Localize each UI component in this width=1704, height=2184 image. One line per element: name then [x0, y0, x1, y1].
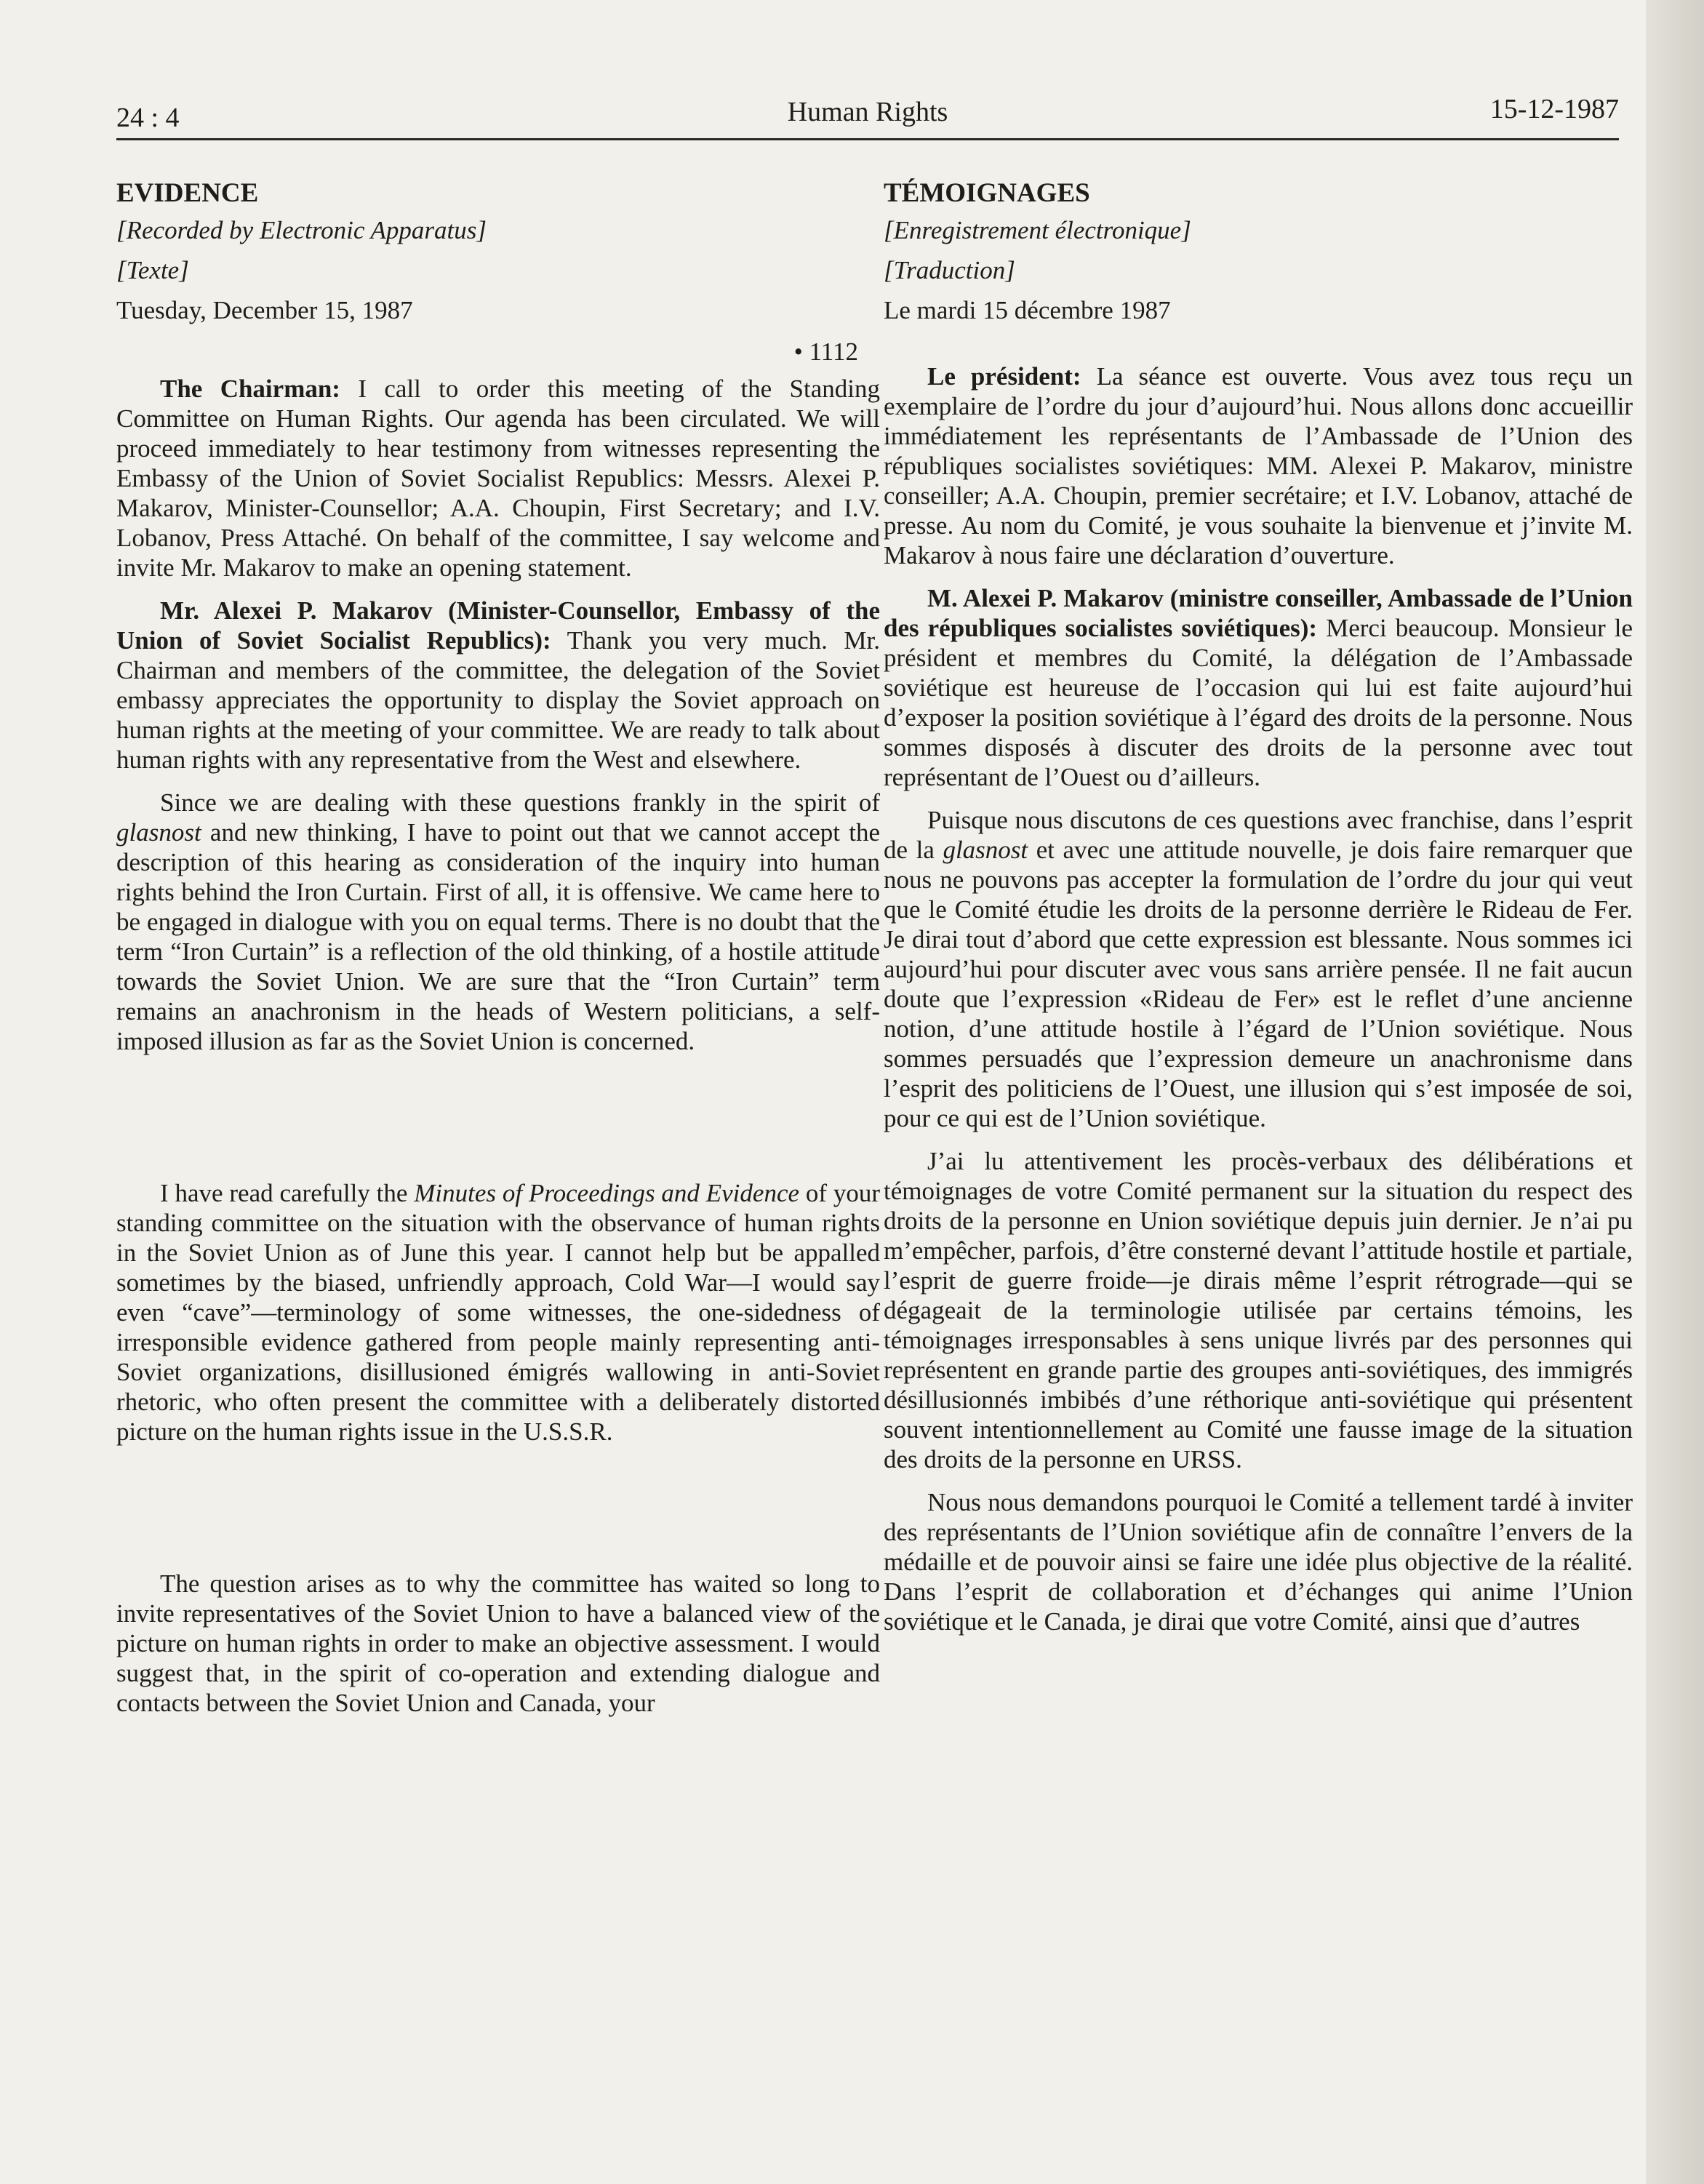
translation-note: [Traduction] — [884, 256, 1015, 284]
spacer — [116, 1460, 880, 1569]
speaker-name: Le président: — [927, 362, 1081, 391]
section-heading: TÉMOIGNAGES — [884, 178, 1090, 208]
president-paragraph — [884, 361, 1633, 570]
meeting-date: Le mardi 15 décembre 1987 — [884, 296, 1171, 324]
english-column — [116, 178, 880, 1731]
page-number: 24 : 4 — [116, 103, 180, 133]
recording-note: [Recorded by Electronic Apparatus] — [116, 216, 487, 244]
makarov-paragraph — [116, 596, 880, 775]
paragraph — [116, 788, 880, 1056]
text-run: et avec une attitude nouvelle, je dois faire remarquer que nous ne pouvons pas accepter la formulation de l’ordre du jour qui veut que le Comité étudie les droits de la personne derrière le Rideau de Fer. Je dirai tout d’abord que cette expression est blessante. Nous sommes ici aujourd’hui pour discuter avec vous sans arrière pensée. Il ne fait aucun doute que l’expression «Rideau de Fer» est le reflet d’une ancienne notion, d’une attitude hostile à l’égard de l’Union soviétique. Nous sommes persuadés que l’expression demeure un anachronisme dans l’esprit des politiciens de l’Ouest, une illusion qui s’est imposée de soi, pour ce qui est de l’Union soviétique. — [884, 836, 1633, 1132]
recording-note: [Enregistrement électronique] — [884, 216, 1191, 244]
text-run: Puisque nous discutons de ces questions avec franchise, dans l’esprit de la — [884, 806, 1633, 864]
text-note: [Texte] — [116, 256, 189, 284]
paragraph-text: Merci beaucoup. Monsieur le président et membres du Comité, la délégation de l’Ambassade soviétique est heureuse de l’occasion qui lui est faite aujourd’hui d’exposer la position soviétique à l’égard des droits de la personne. Nous sommes disposés à discuter des droits de la personne avec tout représentant de l’Ouest ou d’ailleurs. — [884, 614, 1633, 791]
speaker-name: M. Alexei P. Makarov (ministre conseiller, Ambassade de l’Union des républiques socialistes soviétiques): — [884, 584, 1633, 642]
publication-title: Human Rights — [787, 97, 948, 127]
issue-date: 15-12-1987 — [1489, 94, 1619, 124]
italic-term: glasnost — [116, 818, 201, 847]
running-head — [116, 80, 1619, 140]
paragraph-text: I call to order this meeting of the Standing Committee on Human Rights. Our agenda has been circulated. We will proceed immediately to hear testimony from witnesses representing the Embassy of the Union of Soviet Socialist Republics: Messrs. Alexei P. Makarov, Minister-Counsellor; A.A. Choupin, First Secretary; and I.V. Lobanov, Press Attaché. On behalf of the committee, I say welcome and invite Mr. Makarov to make an opening statement. — [116, 375, 880, 582]
text-run: Since we are dealing with these questions frankly in the spirit of — [160, 788, 880, 817]
section-heading: EVIDENCE — [116, 178, 259, 208]
meeting-date: Tuesday, December 15, 1987 — [116, 296, 413, 324]
paragraph: The question arises as to why the committee has waited so long to invite representatives of the Soviet Union to have a balanced view of the picture on human rights in order to make an objective assessment. I would suggest that, in the spirit of co-operation and extending dialogue and contacts between the Soviet Union and Canada, your — [116, 1569, 880, 1717]
text-run: I have read carefully the — [160, 1179, 415, 1207]
italic-term: glasnost — [943, 836, 1028, 864]
italic-title: Minutes of Proceedings and Evidence — [414, 1179, 800, 1207]
text-run: and new thinking, I have to point out that we cannot accept the description of this hearing as consideration of the inquiry into human rights behind the Iron Curtain. First of all, it is offensive. We came here to be engaged in dialogue with you on equal terms. There is no doubt that the term “Iron Curtain” is a reflection of the old thinking, of a hostile attitude towards the Soviet Union. We are sure that the “Iron Curtain” term remains an anachronism in the heads of Western politicians, a self-imposed illusion as far as the Soviet Union is concerned. — [116, 818, 880, 1055]
paragraph: Nous nous demandons pourquoi le Comité a tellement tardé à inviter des représentants de l’Union soviétique afin de connaître l’envers de la médaille et de pouvoir ainsi se faire une idée plus objective de la réalité. Dans l’esprit de collaboration et d’échanges qui anime l’Union soviétique et le Canada, je dirai que votre Comité, ainsi que d’autres — [884, 1488, 1633, 1636]
timestamp: • 1112 — [793, 337, 858, 366]
speaker-name: The Chairman: — [160, 375, 340, 403]
french-column — [884, 178, 1633, 1649]
paragraph: J’ai lu attentivement les procès-verbaux des délibérations et témoignages de votre Comité permanent sur la situation du respect des droits de la personne en Union soviétique depuis juin dernier. Je n’ai pu m’empêcher, parfois, d’être consterné devant l’attitude hostile et partiale, l’esprit de guerre froide—je dirais même l’esprit rétrograde—qui se dégageait de la terminologie utilisée par certains témoins, les témoignages irresponsables à sens unique livrés par des personnes qui représentent en grande partie des groupes anti-soviétiques, des immigrés désillusionnés imbibés d’une réthorique anti-soviétique qui présentent souvent intentionnellement au Comité une fausse image de la situation des droits de la personne en URSS. — [884, 1147, 1633, 1473]
speaker-name: Mr. Alexei P. Makarov (Minister-Counsellor, Embassy of the Union of Soviet Socialist Republics): — [116, 596, 880, 655]
paragraph — [884, 805, 1633, 1133]
text-run: of your standing committee on the situation with the observance of human rights in the Soviet Union as of June this year. I cannot help but be appalled sometimes by the biased, unfriendly approach, Cold War—I would say even “cave”—terminology of some witnesses, the one-sidedness of irresponsible evidence gathered from people mainly representing anti-Soviet organizations, disillusioned émigrés wallowing in anti-Soviet rhetoric, who often present the committee with a deliberately distorted picture on the human rights issue in the U.S.S.R. — [116, 1179, 881, 1446]
page-edge — [1646, 0, 1704, 2184]
paragraph-text: La séance est ouverte. Vous avez tous reçu un exemplaire de l’ordre du jour d’aujourd’hui. Nous allons donc accueillir immédiatement les représentants de l’Ambassade de l’Union des républiques socialistes soviétiques: MM. Alexei P. Makarov, ministre conseiller; A.A. Choupin, premier secrétaire; et I.V. Lobanov, attaché de presse. Au nom du Comité, je vous souhaite la bienvenue et j’invite M. Makarov à nous faire une déclaration d’ouverture. — [884, 362, 1633, 569]
makarov-paragraph — [884, 583, 1633, 792]
spacer — [116, 1069, 880, 1178]
paragraph-text: Thank you very much. Mr. Chairman and members of the committee, the delegation of the Soviet embassy appreciates the opportunity to display the Soviet approach on human rights at the meeting of your committee. We are ready to talk about human rights with any representative from the West and elsewhere. — [116, 626, 880, 774]
paragraph — [116, 1178, 880, 1447]
chairman-paragraph — [116, 374, 880, 583]
